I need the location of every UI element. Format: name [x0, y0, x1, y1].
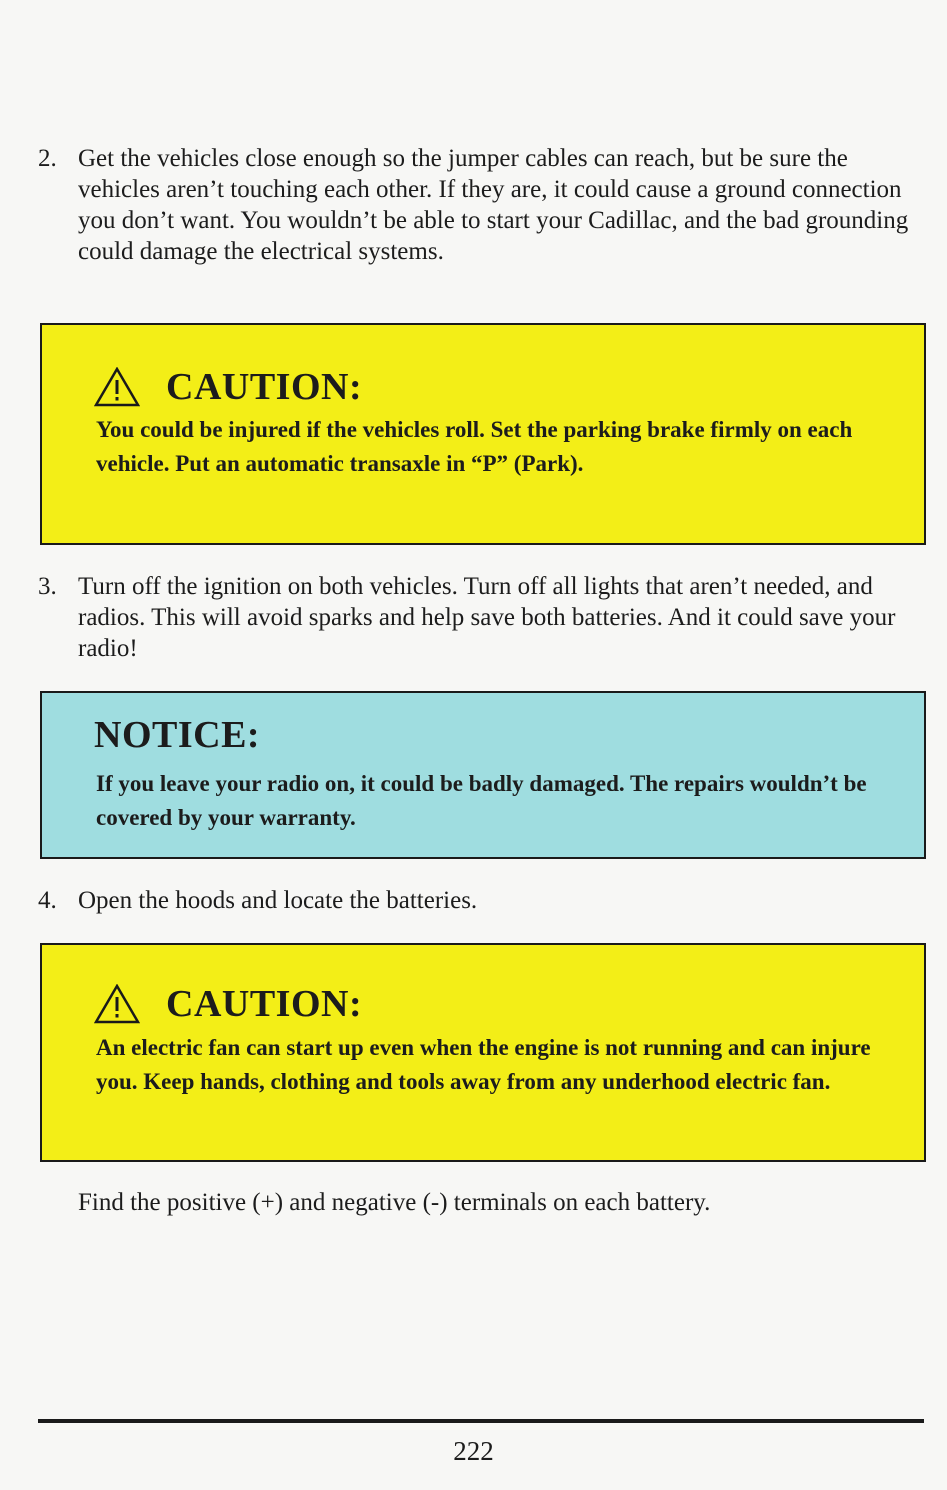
- step-number: 3.: [38, 573, 57, 600]
- warning-triangle-icon: [94, 367, 140, 407]
- step-4: [38, 885, 918, 916]
- caution-box: [40, 943, 926, 1162]
- step-3: [38, 571, 918, 664]
- caution-text: You could be injured if the vehicles roll. Set the parking brake firmly on each vehicle. Put an automatic transaxle in “P” (Park).: [96, 417, 853, 476]
- warning-triangle-icon: [94, 984, 140, 1024]
- caution-box: [40, 323, 926, 545]
- caution-title: CAUTION:: [166, 366, 363, 408]
- caution-heading: [94, 365, 362, 409]
- page-number: 222: [453, 1436, 494, 1466]
- caution-heading: [94, 982, 362, 1026]
- step-text: Turn off the ignition on both vehicles. Turn off all lights that aren’t needed, and radios. This will avoid sparks and help save both batteries. And it could save your radio!: [78, 573, 896, 662]
- step-2: [38, 143, 918, 267]
- notice-box: [40, 691, 926, 859]
- step-number: 2.: [38, 145, 57, 172]
- caution-text: An electric fan can start up even when the engine is not running and can injure you. Keep hands, clothing and tools away from any underhood electric fan.: [96, 1035, 871, 1094]
- notice-text: If you leave your radio on, it could be badly damaged. The repairs wouldn’t be covered by your warranty.: [96, 771, 867, 830]
- step-text: Open the hoods and locate the batteries.: [78, 887, 478, 914]
- step-number: 4.: [38, 887, 57, 914]
- notice-title: NOTICE:: [94, 714, 261, 756]
- step-text: Get the vehicles close enough so the jumper cables can reach, but be sure the vehicles aren’t touching each other. If they are, it could cause a ground connection you don’t want. You wouldn’t be able to start your Cadillac, and the bad grounding could damage the electrical systems.: [78, 145, 909, 265]
- terminals-text: Find the positive (+) and negative (-) terminals on each battery.: [78, 1189, 711, 1216]
- caution-title: CAUTION:: [166, 983, 363, 1025]
- footer-rule: [38, 1419, 924, 1423]
